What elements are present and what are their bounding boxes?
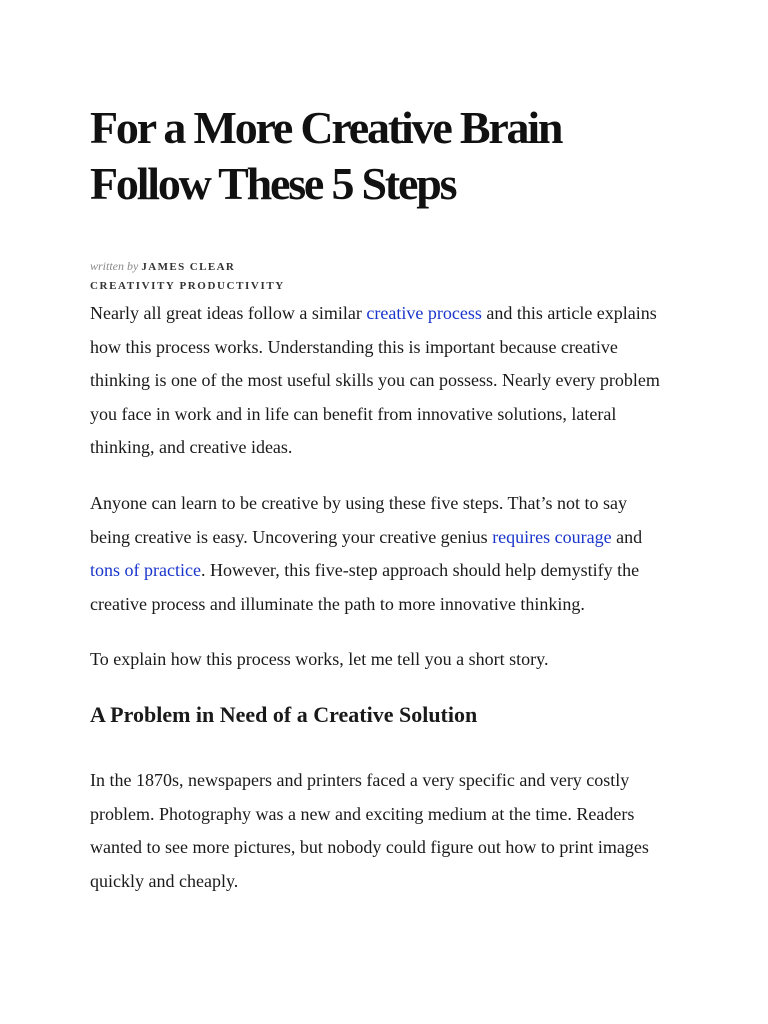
- paragraph-text: and this article explains how this process works. Understanding this is important because creative thinking is one of the most useful skills you can possess. Nearly every problem you face in work and in life can benefit from innovative solutions, lateral thinking, and creative ideas.: [90, 303, 660, 458]
- tag-list: [90, 279, 668, 293]
- tag-productivity[interactable]: PRODUCTIVITY: [179, 280, 285, 292]
- paragraph-text: Anyone can learn to be creative by using these five steps. That’s not to say being creative is easy. Uncovering your creative genius: [90, 492, 628, 547]
- section-heading: A Problem in Need of a Creative Solution: [90, 701, 478, 727]
- byline-written-by: written by: [90, 259, 139, 273]
- author-link[interactable]: JAMES CLEAR: [141, 261, 236, 273]
- requires-courage-link[interactable]: requires courage: [492, 526, 612, 547]
- paragraph-steps: [90, 487, 668, 621]
- paragraph-text: Nearly all great ideas follow a similar: [90, 303, 367, 323]
- tag-creativity[interactable]: CREATIVITY: [90, 280, 176, 292]
- article-title: For a More Creative Brain Follow These 5 Steps: [90, 102, 562, 209]
- creative-process-link[interactable]: creative process: [366, 303, 482, 323]
- paragraph-story: To explain how this process works, let me tell you a short story.: [90, 649, 549, 670]
- paragraph-intro: [90, 297, 668, 465]
- paragraph-text: and: [611, 526, 643, 547]
- paragraph-text: . However, this five-step approach should help demystify the creative process and illuminate the path to more innovative thinking.: [90, 560, 640, 614]
- tons-of-practice-link[interactable]: tons of practice: [90, 560, 201, 581]
- byline: [90, 259, 668, 274]
- paragraph-history: In the 1870s, newspapers and printers faced a very specific and very costly problem. Photography was a new and exciting medium at the time. Readers wanted to see more pictures, but nobody could figure out how to print images quickly and cheaply.: [90, 769, 649, 891]
